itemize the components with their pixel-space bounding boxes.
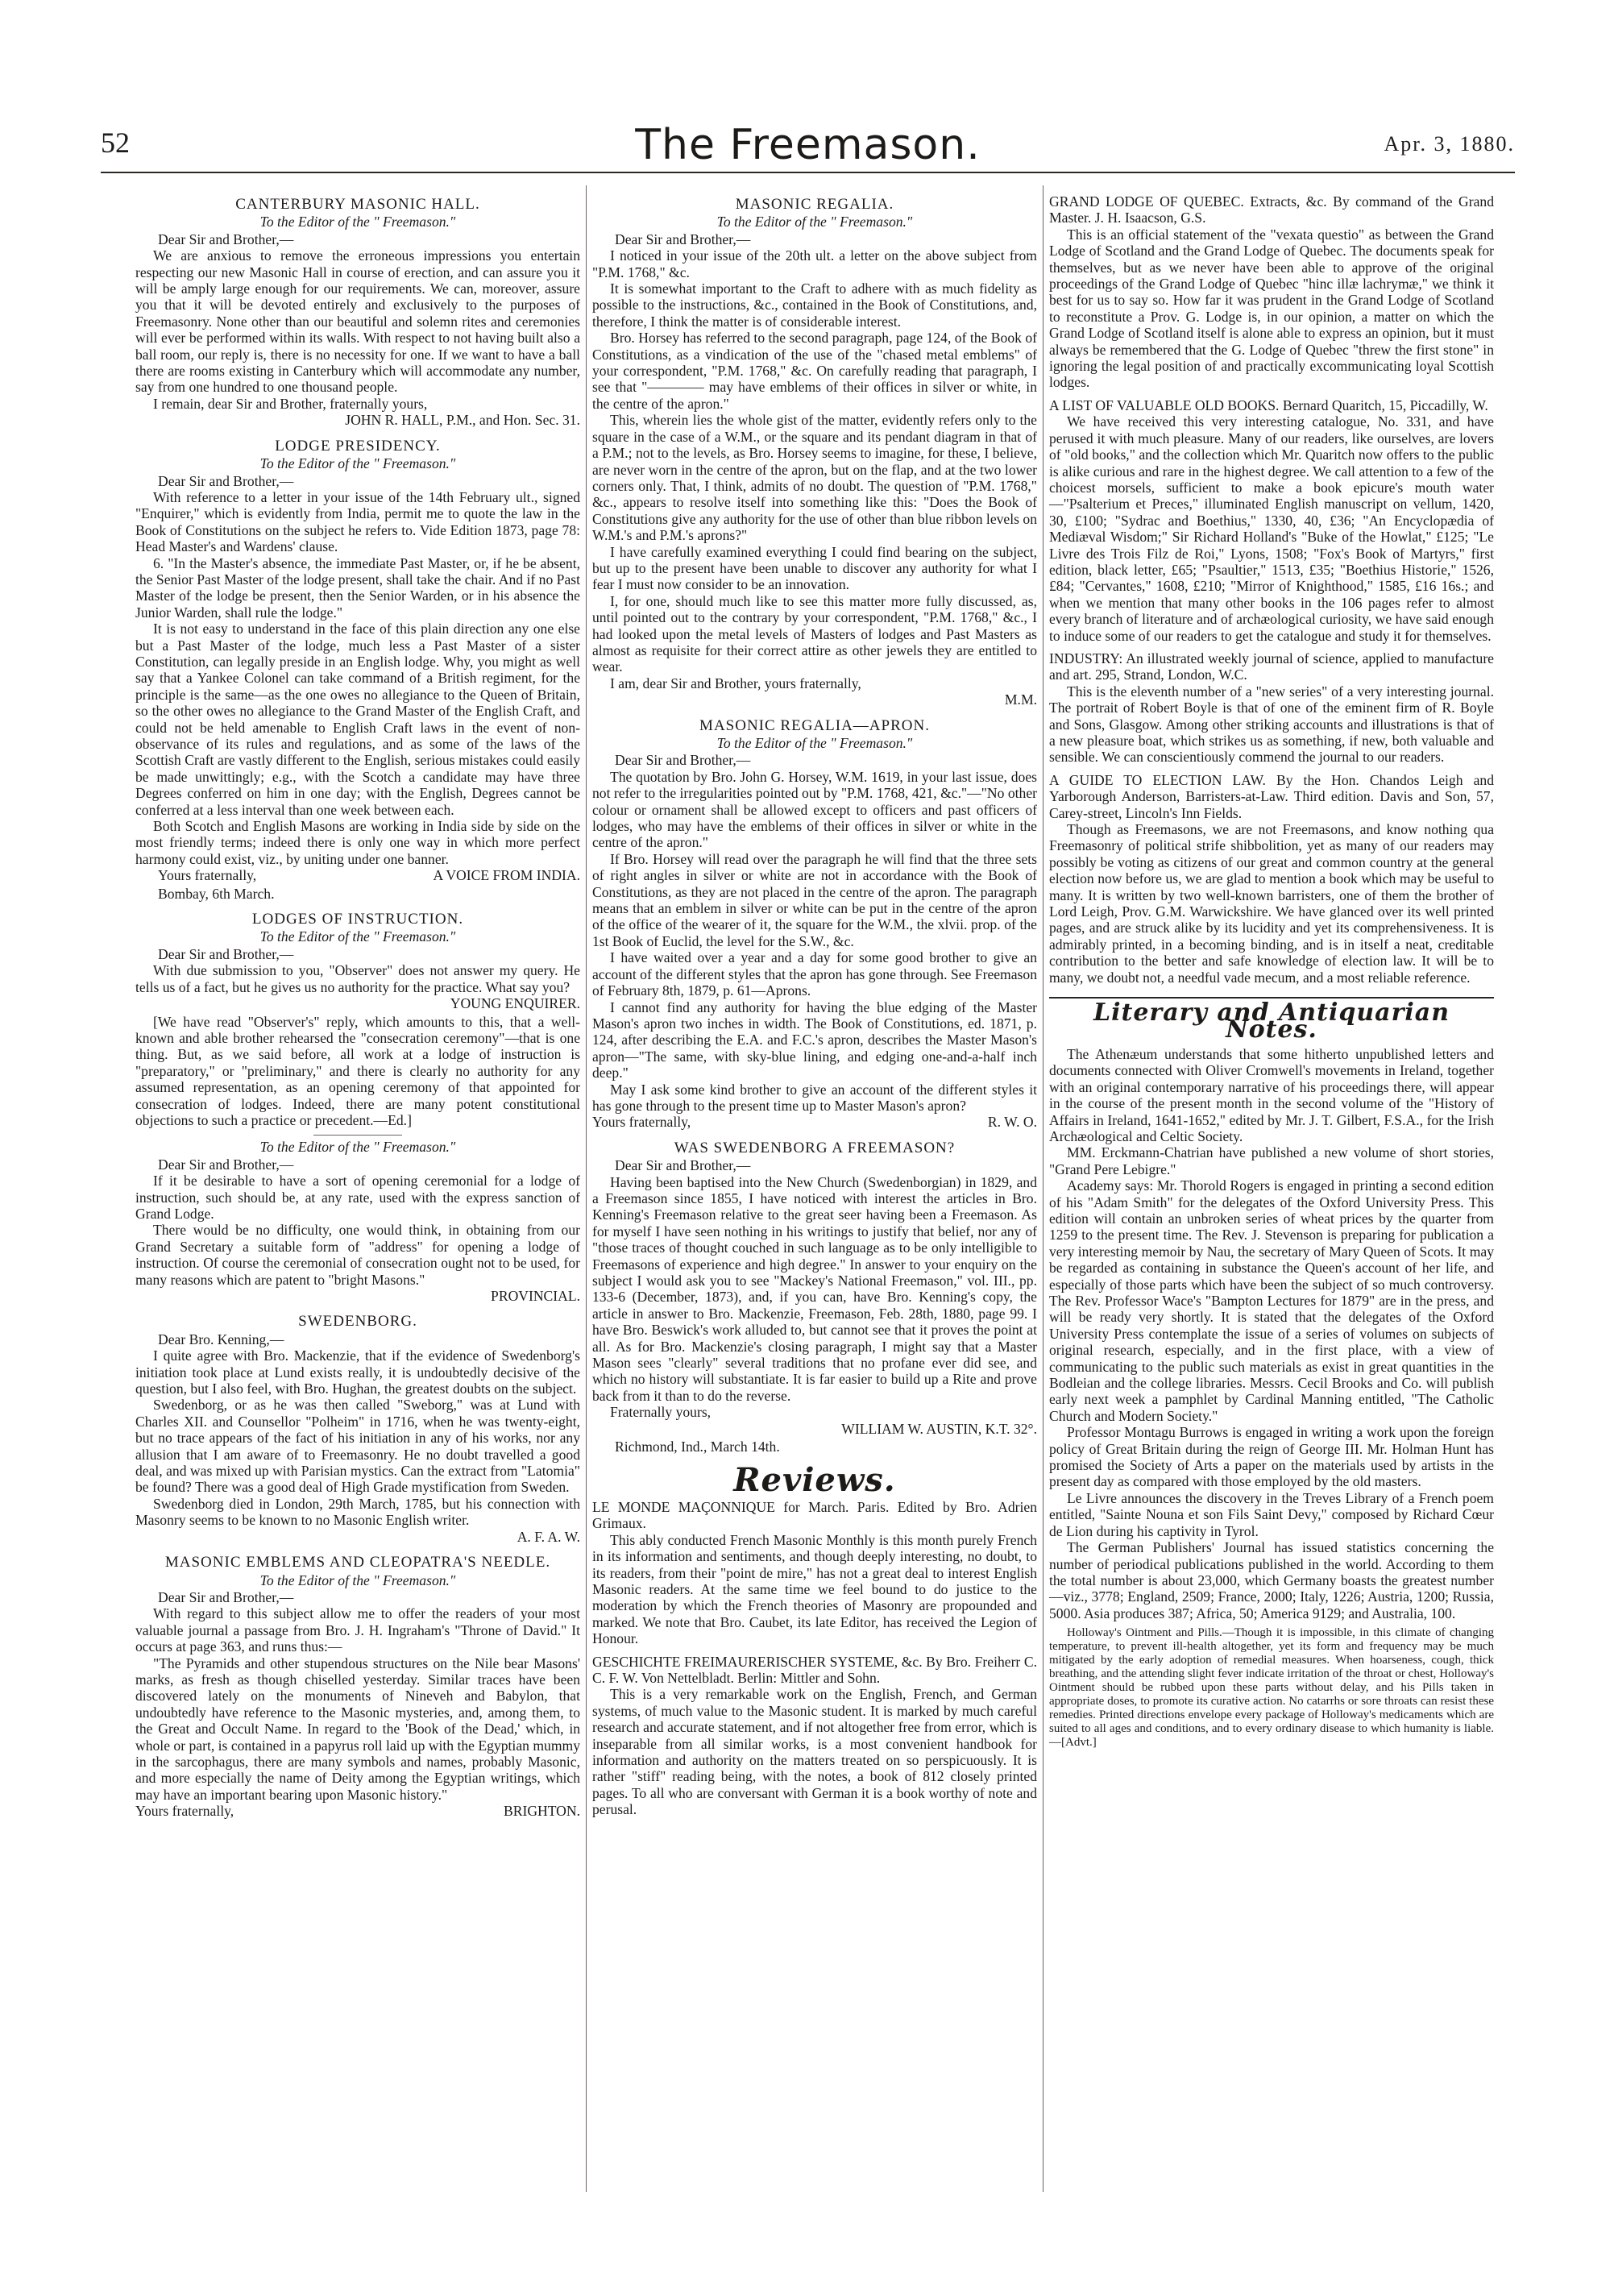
paragraph: There would be no difficulty, one would think, in obtaining from our Grand Secretary a suitable form of "address" for opening a lodge of instruction. Of course the ceremonial of consecration ought not to be used, for many reasons which are patent to "bright Masons." bbox=[135, 1222, 580, 1288]
salutation: Dear Sir and Brother,— bbox=[615, 752, 751, 769]
article-heading: MASONIC REGALIA. bbox=[735, 196, 894, 213]
signature: YOUNG ENQUIRER. bbox=[450, 995, 580, 1012]
paragraph: Academy says: Mr. Thorold Rogers is engaged in printing a second edition of his "Adam Smith" for the delegates of the Oxford University Press. This edition will contain an unbroken series of wheat prices by the quarter from 1259 to the present time. The Rev. J. Stevenson is preparing for publication a very interesting memoir by Nau, the secretary of Mary Queen of Scots. It may be regarded as containing in substance the Queen's account of her life, and especially of those parts which have been the subject of so much controversy. The Rev. Professor Wace's "Bampton Lectures for 1879" are in the press, and will be ready very shortly. It is stated that the delegates of the Oxford University Press contemplate the issue of a series of volumes on subjects of original research, especially, and in the first place, with a view of communicating to the public such materials as exist in great quantities in the Bodleian and the college libraries. Messrs. Cecil Brooks and Co. will publish early next week a pamphlet by Cardinal Manning entitled, "The Catholic Church and Modern Society." bbox=[1049, 1177, 1494, 1424]
paragraph: I quite agree with Bro. Mackenzie, that if the evidence of Swedenborg's initiation took place at Lund exists really, it is undoubtedly decisive of the question, but I also feel, with Bro. Hughan, the greatest doubts on the subject. bbox=[135, 1347, 580, 1397]
paragraph: This is a very remarkable work on the English, French, and German systems, of much value to the Masonic student. It is marked by much careful research and accurate statement, and if not altogether free from error, which is inseparable from all similar works, is a most convenient handbook for information and authority on the matters treated on so perspicuously. It is rather "stiff" reading being, with the notes, a book of 812 closely printed pages. To all who are conversant with German it is a book worthy of note and perusal. bbox=[592, 1686, 1037, 1818]
paragraph: MM. Erckmann-Chatrian have published a new volume of short stories, "Grand Pere Lebigre." bbox=[1049, 1144, 1494, 1177]
signature: JOHN R. HALL, P.M., and Hon. Sec. 31. bbox=[345, 412, 580, 429]
paragraph: 6. "In the Master's absence, the immediate Past Master, or, if he be absent, the Senior Past Master of the lodge present, shall take the chair. And if no Past Master of the lodge be present, then the Senior Warden, or in his absence the Junior Warden, shall rule the lodge." bbox=[135, 554, 580, 621]
signature-line bbox=[592, 1114, 1037, 1130]
review-title: GESCHICHTE FREIMAURERISCHER SYSTEME, &c. By Bro. Freiherr C. C. F. W. Von Nettelbladt. Berlin: Mittler and Sohn. bbox=[592, 1653, 1037, 1686]
closing: Yours fraternally, bbox=[592, 1114, 691, 1131]
dateline: Bombay, 6th March. bbox=[158, 885, 275, 902]
article-subheading: To the Editor of the " Freemason." bbox=[716, 214, 913, 230]
salutation: Dear Sir and Brother,— bbox=[158, 1588, 294, 1605]
closing: I remain, dear Sir and Brother, fraternally yours, bbox=[153, 395, 428, 412]
closing: Fraternally yours, bbox=[610, 1404, 712, 1421]
paragraph: The quotation by Bro. John G. Horsey, W.M. 1619, in your last issue, does not refer to the irregularities pointed out by "P.M. 1768, 421, &c."—"No other colour or ornament shall be allowed except to officers and past officers of lodges, who may have the emblems of their offices in silver or white in the centre of the apron." bbox=[592, 768, 1037, 851]
quotation: "The Pyramids and other stupendous structures on the Nile bear Masons' marks, as fresh as though chiselled yesterday. Similar traces have been discovered lately on the monuments of Nineveh and Babylon, that undoubtedly have reference to the Masonic mysteries, and, among them, to the Great and Occult Name. In regard to the 'Book of the Dead,' which, in whole or part, is contained in a papyrus roll laid up with the Egyptian mummy in the sarcophagus, there are many symbols and names, probably Masonic, and more especially the name of Deity among the Egyptian writings, which may have an important bearing upon Masonic history." bbox=[135, 1655, 580, 1803]
signature: A. F. A. W. bbox=[517, 1528, 580, 1545]
dateline: Richmond, Ind., March 14th. bbox=[615, 1439, 780, 1455]
paragraph: This ably conducted French Masonic Monthly is this month purely French in its information and sentiments, and though deeply interesting, no doubt, to its readers, from their "point de mire," has not a great deal to interest English Masonic readers. At the same time we feel bound to do justice to the moderation by which the French theories of Masonry are propounded and marked. We note that Bro. Caubet, its late Editor, has received the Legion of Honour. bbox=[592, 1531, 1037, 1647]
article-heading: MASONIC REGALIA—APRON. bbox=[699, 716, 930, 734]
paragraph: I cannot find any authority for having the blue edging of the Master Mason's apron two inches in width. The Book of Constitutions, ed. 1871, p. 124, after describing the E.A. and F.C.'s apron, describes the Master Mason's apron—"The same, with sky-blue lining, and edging one-and-a-half inch deep." bbox=[592, 999, 1037, 1082]
review-title: GRAND LODGE OF QUEBEC. Extracts, &c. By command of the Grand Master. J. H. Isaacson, G.S. bbox=[1049, 193, 1494, 226]
paragraph: The Athenæum understands that some hitherto unpublished letters and documents connected with Oliver Cromwell's movements in Ireland, together with an original contemporary narrative of his proceedings there, will appear in the course of the present month in the second volume of the "History of Affairs in Ireland, 1641-1652," edited by Mr. J. T. Gilbert, F.S.A., for the Irish Archæological and Celtic Society. bbox=[1049, 1045, 1494, 1144]
signature: BRIGHTON. bbox=[504, 1803, 580, 1820]
article-heading: SWEDENBORG. bbox=[298, 1313, 417, 1331]
salutation: Dear Sir and Brother,— bbox=[158, 230, 294, 247]
paragraph: Professor Montagu Burrows is engaged in writing a work upon the foreign policy of Great Britain during the reign of George III. Mr. Holman Hunt has promised the Society of Arts a paper on the materials used by artists in the present day as compared with those employed by the old masters. bbox=[1049, 1424, 1494, 1490]
closing: Yours fraternally, bbox=[158, 867, 257, 884]
signature: WILLIAM W. AUSTIN, K.T. 32°. bbox=[841, 1420, 1037, 1437]
masthead-title: The Freemason. bbox=[635, 121, 981, 169]
article-subheading: To the Editor of the " Freemason." bbox=[259, 455, 456, 472]
article-heading: WAS SWEDENBORG A FREEMASON? bbox=[674, 1139, 956, 1156]
editor-note: [We have read "Observer's" reply, which amounts to this, that a well-known and able brother rehearsed the "consecration ceremony"—that is one thing. But, as we said before, all work at a lodge of instruction is "preparatory," or "preliminary," and there is clearly no authority for any assumed representation, as an opening ceremony of that appointed for consecration of lodges. Indeed, there are many potent constitutional objections to such a practice or precedent.—Ed.] bbox=[135, 1013, 580, 1128]
article-heading: LODGE PRESIDENCY. bbox=[275, 437, 441, 455]
paragraph: The German Publishers' Journal has issued statistics concerning the number of periodical publications published in the world. According to them the total number is about 23,000, which Germany boasts the greatest number—viz., 3778; England, 2509; France, 2000; Italy, 1226; Austria, 1200; Russia, 5000. Asia produces 387; Africa, 50; America 9129; and Australia, 100. bbox=[1049, 1539, 1494, 1621]
paragraph: It is somewhat important to the Craft to adhere with as much fidelity as possible to the instructions, &c., contained in the Book of Constitutions, and, therefore, I think the matter is of considerable interest. bbox=[592, 280, 1037, 330]
signature: R. W. O. bbox=[987, 1114, 1037, 1131]
separator-rule bbox=[313, 1135, 402, 1136]
paragraph: Having been baptised into the New Church (Swedenborgian) in 1829, and a Freemason since 1855, I have noticed with interest the articles in Bro. Kenning's Freemason relative to the great seer having been a Freemason. As for myself I have seen nothing in his writings to justify that belief, nor any of "those traces of thought couched in such language as to be only intelligible to Freemasons of experience and high degree." In answer to your enquiry on the subject I would ask you to see "Mackey's National Freemason," vol. III., pp. 133-6 (December, 1873), and, if you can, have Bro. Kenning's copy, the article in answer to Bro. Mackenzie, Freemason, Feb. 28th, 1880, page 99. I have Bro. Beswick's work alluded to, but cannot see that it proves the point at all. As for Bro. Mackenzie's closing paragraph, I might say that a Master Mason sees "clearly" several traditions that no profane ever did see, and which no history will substantiate. It is far easier to build up a Rite and prove back from it than to do the reverse. bbox=[592, 1173, 1037, 1404]
salutation: Dear Sir and Brother,— bbox=[158, 945, 294, 962]
page-number: 52 bbox=[101, 127, 130, 159]
paragraph: I have waited over a year and a day for some good brother to give an account of the different styles that the apron has gone through. See Freemason of February 8th, 1879, p. 61—Aprons. bbox=[592, 949, 1037, 999]
paragraph: If Bro. Horsey will read over the paragraph he will find that the three sets of right angles in silver or white are not in accordance with the Book of Constitutions, as they are not placed in the centre of the apron. The paragraph means that an emblem in silver or white can be put in the centre of the apron of the office of the wearer of it, the square for the W.M., the xlvii. prop. of the 1st Book of Euclid, the level for the S.W., &c. bbox=[592, 850, 1037, 949]
column-2 bbox=[592, 187, 1037, 1818]
signature: PROVINCIAL. bbox=[491, 1288, 580, 1304]
article-subheading: To the Editor of the " Freemason." bbox=[259, 1571, 456, 1588]
article-subheading: To the Editor of the " Freemason." bbox=[716, 735, 913, 751]
salutation: Dear Sir and Brother,— bbox=[158, 1156, 294, 1173]
review-title: A LIST OF VALUABLE OLD BOOKS. Bernard Quaritch, 15, Piccadilly, W. bbox=[1049, 397, 1488, 413]
paragraph: Le Livre announces the discovery in the Treves Library of a French poem entitled, "Sainte Nouna et son Fils Saint Devy," composed by Richard Cœur de Lion during his captivity in Tyrol. bbox=[1049, 1489, 1494, 1539]
paragraph: If it be desirable to have a sort of opening ceremonial for a lodge of instruction, such should be, at any rate, used with the express sanction of Grand Lodge. bbox=[135, 1173, 580, 1222]
paragraph: This, wherein lies the whole gist of the matter, evidently refers only to the square in the case of a W.M., or the square and its pendant diagram in that of a P.M.; not to the levels, as Bro. Horsey seems to imagine, for these, I believe, are never worn in the centre of the apron, but on the flap, and at the two lower corners only. That, I think, admits of no doubt. The question of "P.M. 1768," &c., appears to resolve itself into something like this: "Does the Book of Constitutions give any authority for the use of other than blue ribbon levels on W.M.'s and P.M.'s aprons?" bbox=[592, 412, 1037, 544]
salutation: Dear Sir and Brother,— bbox=[615, 1157, 751, 1174]
closing: Yours fraternally, bbox=[135, 1803, 234, 1820]
issue-date: Apr. 3, 1880. bbox=[1384, 132, 1515, 156]
paragraph: This is the eleventh number of a "new series" of a very interesting journal. The portrait of Robert Boyle is that of one of the eminent firm of R. Boyle and Sons, Glasgow. Among other striking accounts and illustrations is that of a new pleasure boat, which strikes us as something, if new, both valuable and sensible. We can conscientiously commend the journal to our readers. bbox=[1049, 683, 1494, 766]
paragraph: With reference to a letter in your issue of the 14th February ult., signed "Enquirer," which is evidently from India, permit me to quote the law in the Book of Constitutions on the subject he refers to. Vide Edition 1873, page 78: Head Master's and Wardens' clause. bbox=[135, 488, 580, 555]
article-subheading: To the Editor of the " Freemason." bbox=[259, 928, 456, 945]
signature-line bbox=[135, 867, 580, 883]
article-heading: LODGES OF INSTRUCTION. bbox=[251, 911, 464, 928]
paragraph: Swedenborg, or as he was then called "Sweborg," was at Lund with Charles XII. and Counsellor "Polheim" in 1716, when he was twenty-eight, but no trace appears of the fact of his initiation in any of his works, nor any allusion that I am aware of to Freemasonry. He no doubt travelled a good deal, and was mixed up with Parisian mystics. Can the extract from "Latomia" be found? There was a good deal of High Grade mystification from Sweden. bbox=[135, 1397, 580, 1496]
column-divider-1 bbox=[586, 185, 587, 2192]
masthead-rule bbox=[101, 172, 1515, 173]
paragraph: It is not easy to understand in the face of this plain direction any one else but a Past Master of the lodge, much less a Past Master of a sister Constitution, can legally preside in an English lodge. Why, you might as well say that a Yankee Colonel can take command of a British regiment, for the principle is the same—as the one owes no allegiance to the Queen of Britain, so the other owes no allegiance to the Grand Master of the English Craft, and could not be held amenable to English Craft laws in the event of non-observance of its rules and regulations, and as some of the laws of the Scottish Craft are vastly different to the English, serious mistakes could easily be made unwittingly; e.g., with the Scotch a candidate may have three Degrees conferred on him in one day; with the English, Degrees cannot be conferred at a less interval than one week between each. bbox=[135, 621, 580, 818]
paragraph: Though as Freemasons, we are not Freemasons, and know nothing qua Freemasonry of political strife shibbolition, yet as many of our readers may possibly be voting as citizens of our great and common country at the general election now before us, we are glad to mention a book which may be useful to many. It is written by two well-known barristers, one of them the brother of Lord Leigh, Prov. G.M. Warwickshire. We have glanced over its well printed pages, and are struck alike by its lucidity and yet its comprehensiveness. It is admirably printed, in a becoming binding, and is in itself a neat, creditable contribution to the better and safe knowledge of election law. It will be to many, we doubt not, a needful vade mecum, and a most reliable reference. bbox=[1049, 821, 1494, 986]
article-heading: CANTERBURY MASONIC HALL. bbox=[235, 196, 480, 213]
section-heading-reviews: Reviews. bbox=[733, 1461, 896, 1500]
review-title: A GUIDE TO ELECTION LAW. By the Hon. Chandos Leigh and Yarborough Anderson, Barristers-at-Law. Third edition. Davis and Son, 57, Carey-street, Lincoln's Inn Fields. bbox=[1049, 771, 1494, 821]
salutation: Dear Bro. Kenning,— bbox=[158, 1331, 284, 1347]
review-title: LE MONDE MAÇONNIQUE for March. Paris. Edited by Bro. Adrien Grimaux. bbox=[592, 1498, 1037, 1532]
masthead bbox=[101, 121, 1515, 169]
column-3 bbox=[1049, 187, 1494, 1750]
paragraph: We are anxious to remove the erroneous impressions you entertain respecting our new Masonic Hall in course of erection, and can assure you it will be amply large enough for our requirements. We can, moreover, assure you that it will be devoted entirely and exclusively to the purposes of Freemasonry. None other than our beautiful and solemn rites and ceremonies will ever be performed within its walls. With respect to not having built also a ball room, our reply is, there is no necessity for one. If we want to have a ball there are rooms existing in Canterbury which will accommodate any number, say from one hundred to one thousand people. bbox=[135, 247, 580, 396]
closing: I am, dear Sir and Brother, yours fraternally, bbox=[610, 675, 861, 691]
paragraph: This is an official statement of the "vexata questio" as between the Grand Lodge of Scotland and the Grand Lodge of Quebec. The documents speak for themselves, but as we never have been able to approve of the original proceedings of the Grand Lodge of Quebec "hinc illæ lachrymæ," we think it best for us to say so. How far it was prudent in the Grand Lodge of Scotland to reconstitute a Prov. G. Lodge is, in our opinion, a matter on which the Grand Lodge of Scotland itself is alone able to express an opinion, but it must always be remembered that the G. Lodge of Quebec "threw the first stone" in ignoring the legal position of and practically excommunicating loyal Scottish lodges. bbox=[1049, 226, 1494, 391]
salutation: Dear Sir and Brother,— bbox=[615, 230, 751, 247]
paragraph: We have received this very interesting catalogue, No. 331, and have perused it with much pleasure. Many of our readers, like ourselves, are lovers of "old books," and the collection which Mr. Quaritch now offers to the public is alike curious and rare in the highest degree. We call attention to a few of the choicest morsels, sufficient to make a book epicure's mouth water—"Psalterium et Preces," illuminated English manuscript on vellum, 1420, 30, £100; "Sydrac and Boethius," 1330, 40, £36; "An Encyclopædia of Mediæval Wisdom;" Sir Richard Holland's "Buke of the Howlat," £125; "Le Livre des Trois Filz de Roi," Lyons, 1508; "Fox's Book of Martyrs," first edition, black letter, £65; "Psaultier," 1513, £35; "Boethius Historie," 1526, £84; "Cervantes," 1608, £210; "Mirror of Knighthood," 1585, £16 16s.; and when we mention that many other books in the 106 pages refer to almost every branch of literature and of archæological curiosity, we have said enough to induce some of our readers to get the catalogue and study it for themselves. bbox=[1049, 413, 1494, 644]
paragraph: May I ask some kind brother to give an account of the different styles it has gone through to the present time up to Master Mason's apron? bbox=[592, 1081, 1037, 1114]
advertisement: Holloway's Ointment and Pills.—Though it is impossible, in this climate of changing temperature, to prevent ill-health altogether, yet its form and frequency may be much mitigated by the early adoption of remedial measures. When hoarseness, cough, thick breathing, and the attending slight fever indicate irritation of the throat or chest, Holloway's Ointment should be rubbed upon these parts without delay, and his Pills taken in appropriate doses, to promote its curative action. No catarrhs or sore throats can resist these remedies. Printed directions envelope every package of Holloway's medicaments which are suited to all ages and conditions, and to every ordinary disease to which humanity is liable.—[Advt.] bbox=[1049, 1626, 1494, 1750]
paragraph: I, for one, should much like to see this matter more fully discussed, as, until pointed out to the contrary by your correspondent, "P.M. 1768," &c., I had looked upon the metal levels of Masters of lodges and Past Masters as almost as requisite for their correct attire as other jewels they are entitled to wear. bbox=[592, 592, 1037, 675]
paragraph: I noticed in your issue of the 20th ult. a letter on the above subject from "P.M. 1768," &c. bbox=[592, 247, 1037, 280]
signature-line bbox=[135, 1803, 580, 1819]
salutation: Dear Sir and Brother,— bbox=[158, 472, 294, 489]
section-heading-notes: Literary and Antiquarian Notes. bbox=[1093, 999, 1450, 1044]
signature: M.M. bbox=[1004, 691, 1037, 708]
signature: A VOICE FROM INDIA. bbox=[433, 867, 580, 884]
paragraph: I have carefully examined everything I could find bearing on the subject, but up to the present have been unable to discover any authority for what I fear I must now consider to be an innovation. bbox=[592, 543, 1037, 593]
paragraph: Swedenborg died in London, 29th March, 1785, but his connection with Masonry seems to be known to no Masonic English writer. bbox=[135, 1495, 580, 1529]
column-1 bbox=[135, 187, 580, 1821]
paragraph: Both Scotch and English Masons are working in India side by side on the most friendly terms; indeed there is only one way in which more perfect harmony could exist, viz., by uniting under one banner. bbox=[135, 818, 580, 867]
paragraph: With due submission to you, "Observer" does not answer my query. He tells us of a fact, but he gives us no authority for the practice. What say you? bbox=[135, 962, 580, 995]
paragraph: Bro. Horsey has referred to the second paragraph, page 124, of the Book of Constitutions, as a vindication of the use of the "chased metal emblems" of your correspondent, "P.M. 1768," &c. On carefully reading that paragraph, I see that "———— may have emblems of their offices in silver or white, in the centre of the apron." bbox=[592, 330, 1037, 412]
article-subheading: To the Editor of the " Freemason." bbox=[259, 1139, 456, 1156]
review-title: INDUSTRY: An illustrated weekly journal of science, applied to manufacture and art. 295, Strand, London, W.C. bbox=[1049, 650, 1494, 683]
article-subheading: To the Editor of the " Freemason." bbox=[259, 214, 456, 230]
paragraph: With regard to this subject allow me to offer the readers of your most valuable journal a passage from Bro. J. H. Ingraham's "Throne of David." It occurs at page 363, and runs thus:— bbox=[135, 1605, 580, 1655]
article-heading: MASONIC EMBLEMS AND CLEOPATRA'S NEEDLE. bbox=[164, 1554, 551, 1571]
